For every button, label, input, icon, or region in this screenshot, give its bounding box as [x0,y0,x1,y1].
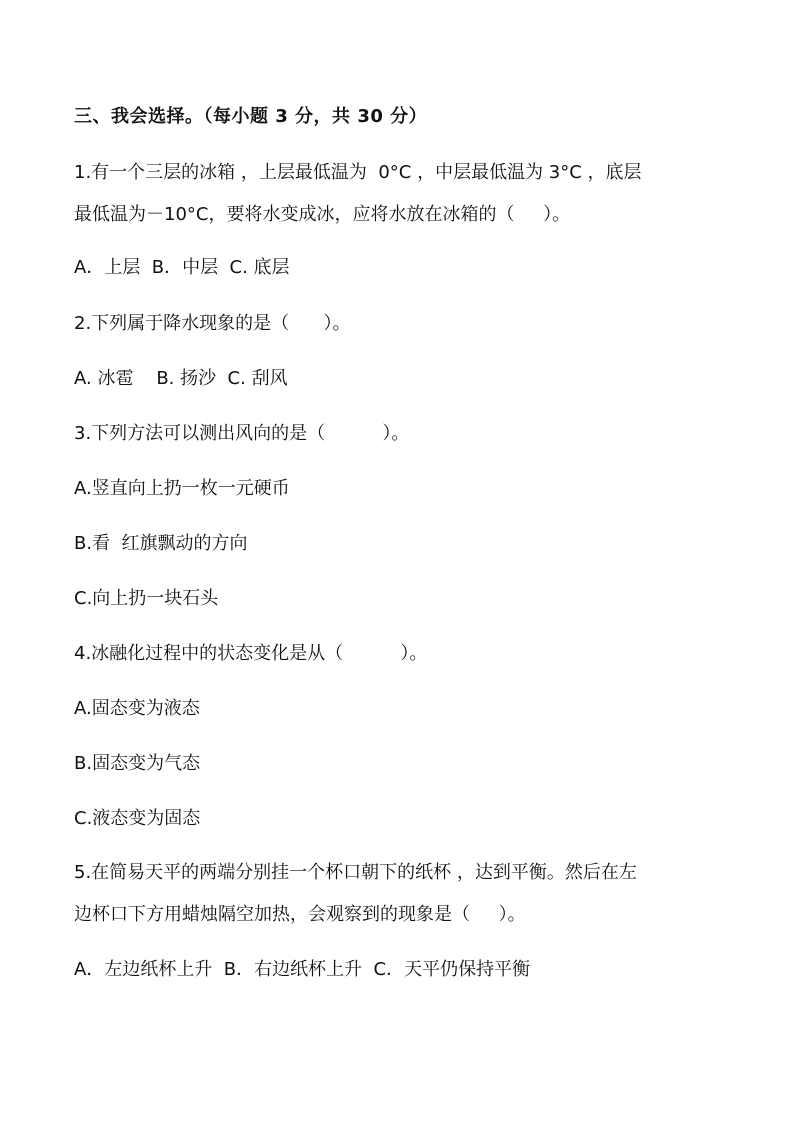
question-5-line-2: 边杯口下方用蜡烛隔空加热，会观察到的现象是（ ）。 [74,904,526,925]
question-5-line-1: 5.在简易天平的两端分别挂一个杯口朝下的纸杯 ，达到平衡。然后在左 [74,862,637,883]
question-5-options: A．左边纸杯上升 B．右边纸杯上升 C．天平仍保持平衡 [74,959,531,980]
question-4-option-c: C.液态变为固态 [74,808,201,829]
question-1-options: A．上层 B．中层 C. 底层 [74,257,290,278]
question-3-option-a: A.竖直向上扔一枚一元硬币 [74,478,290,499]
question-3-option-b: B.看 红旗飘动的方向 [74,533,248,554]
section-title: 三、我会选择。（每小题 3 分，共 30 分） [74,106,428,127]
question-2-line-1: 2.下列属于降水现象的是（ ）。 [74,313,351,334]
question-3-option-c: C.向上扔一块石头 [74,588,219,609]
question-3-line-1: 3.下列方法可以测出风向的是（ ）。 [74,423,410,444]
question-2-options: A. 冰雹 B. 扬沙 C. 刮风 [74,368,288,389]
question-1-line-2: 最低温为－10°C，要将水变成冰，应将水放在冰箱的（ ）。 [74,204,571,225]
question-1-line-1: 1.有一个三层的冰箱 ，上层最低温为 0°C ，中层最低温为 3°C ，底层 [74,162,642,183]
question-4-option-a: A.固态变为液态 [74,698,200,719]
question-4-line-1: 4.冰融化过程中的状态变化是从（ ）。 [74,643,428,664]
question-4-option-b: B.固态变为气态 [74,753,201,774]
